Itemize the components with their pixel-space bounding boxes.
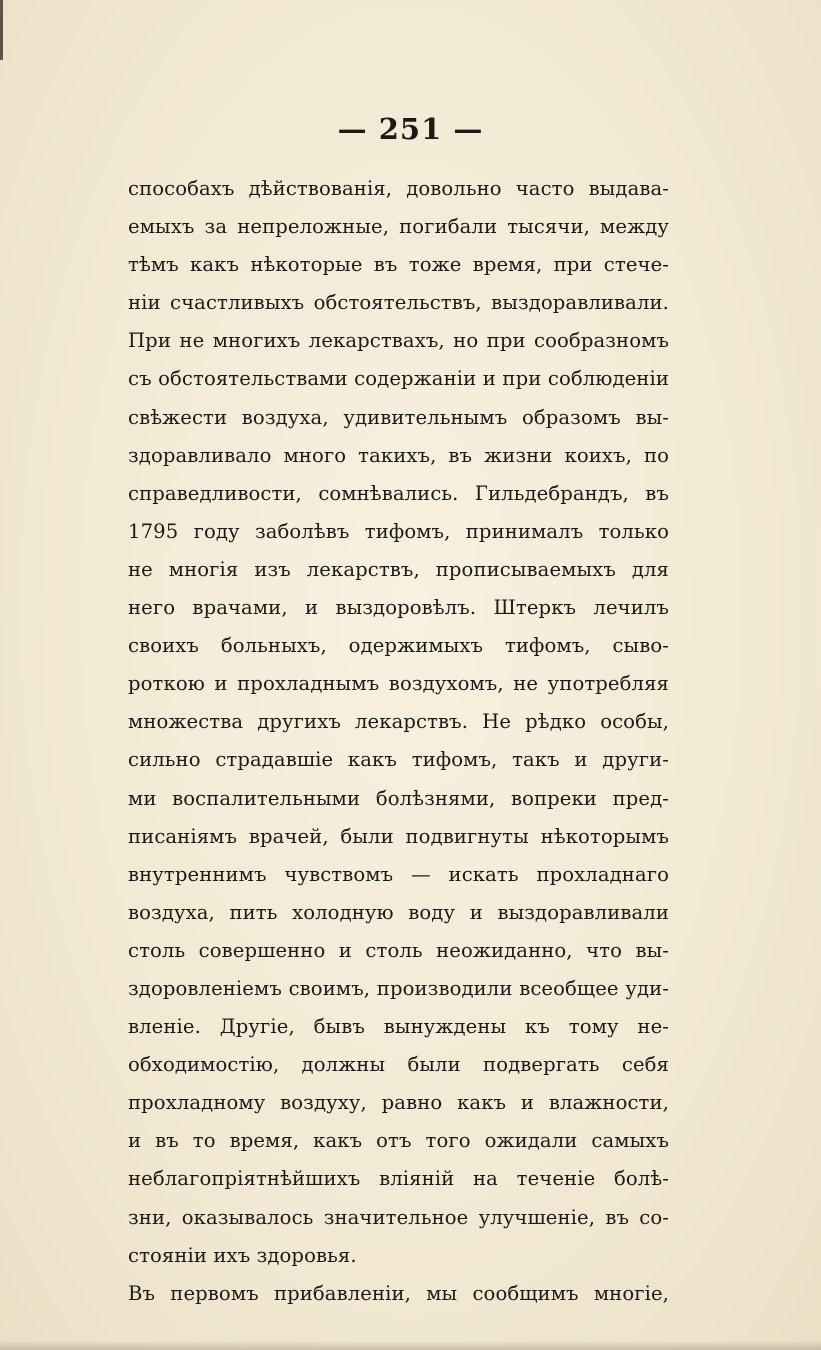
text-line: писаніямъ врачей, были подвигнуты нѣкоторымъ (128, 824, 669, 848)
text-line: ми воспалительными болѣзнями, вопреки пред- (128, 786, 669, 810)
text-line: своихъ больныхъ, одержимыхъ тифомъ, сыво- (128, 634, 669, 658)
text-line: способахъ дѣйствованія, довольно часто выдава- (128, 177, 669, 200)
page-number: — 251 — (337, 112, 484, 146)
paragraph-start-line: Въ первомъ прибавленіи, мы сообщимъ многіе, (128, 1281, 669, 1305)
text-line: сильно страдавшіе какъ тифомъ, такъ и други- (128, 748, 669, 772)
paragraph-end-line: стояніи ихъ здоровья. (128, 1243, 357, 1267)
text-line: ніи счастливыхъ обстоятельствъ, выздоравливали. (128, 291, 669, 315)
text-line: вленіе. Другіе, бывъ вынуждены къ тому не- (128, 1015, 669, 1039)
text-line: емыхъ за непреложные, погибали тысячи, между (128, 215, 669, 239)
text-line: обходимостію, должны были подвергать себя (128, 1053, 669, 1077)
text-line: 1795 году заболѣвъ тифомъ, принималъ только (128, 519, 669, 543)
text-line: роткою и прохладнымъ воздухомъ, не употребляя (128, 672, 669, 696)
text-line: справедливости, сомнѣвались. Гильдебрандъ, въ (128, 481, 669, 505)
text-line: него врачами, и выздоровѣлъ. Штеркъ лечилъ (128, 596, 669, 620)
text-line: и въ то время, какъ отъ того ожидали самыхъ (128, 1129, 669, 1153)
page-left-edge-shadow (0, 0, 3, 60)
text-line: неблагопріятнѣйшихъ вліяній на теченіе болѣ- (128, 1167, 669, 1191)
text-line: не многія изъ лекарствъ, прописываемыхъ для (128, 557, 669, 581)
text-line: свѣжести воздуха, удивительнымъ образомъ вы- (128, 405, 669, 429)
body-text (128, 170, 669, 1313)
page-bottom-edge-shadow (0, 1340, 821, 1350)
text-line: прохладному воздуху, равно какъ и влажности, (128, 1091, 669, 1115)
text-line: тѣмъ какъ нѣкоторые въ тоже время, при стече- (128, 253, 669, 277)
text-line: здоравливало много такихъ, въ жизни коихъ, по (128, 443, 669, 467)
text-line: столь совершенно и столь неожиданно, что вы- (128, 938, 669, 962)
text-line: зни, оказывалось значительное улучшеніе, въ со- (128, 1205, 669, 1229)
text-line: внутреннимъ чувствомъ — искать прохладнаго (128, 862, 669, 886)
text-line: множества другихъ лекарствъ. Не рѣдко особы, (128, 710, 669, 734)
text-line: воздуха, пить холодную воду и выздоравливали (128, 900, 669, 924)
text-line: При не многихъ лекарствахъ, но при сообразномъ (128, 329, 669, 353)
text-line: съ обстоятельствами содержаніи и при соблюденіи (128, 367, 669, 391)
text-line: здоровленіемъ своимъ, производили всеобщее уди- (128, 976, 669, 1000)
